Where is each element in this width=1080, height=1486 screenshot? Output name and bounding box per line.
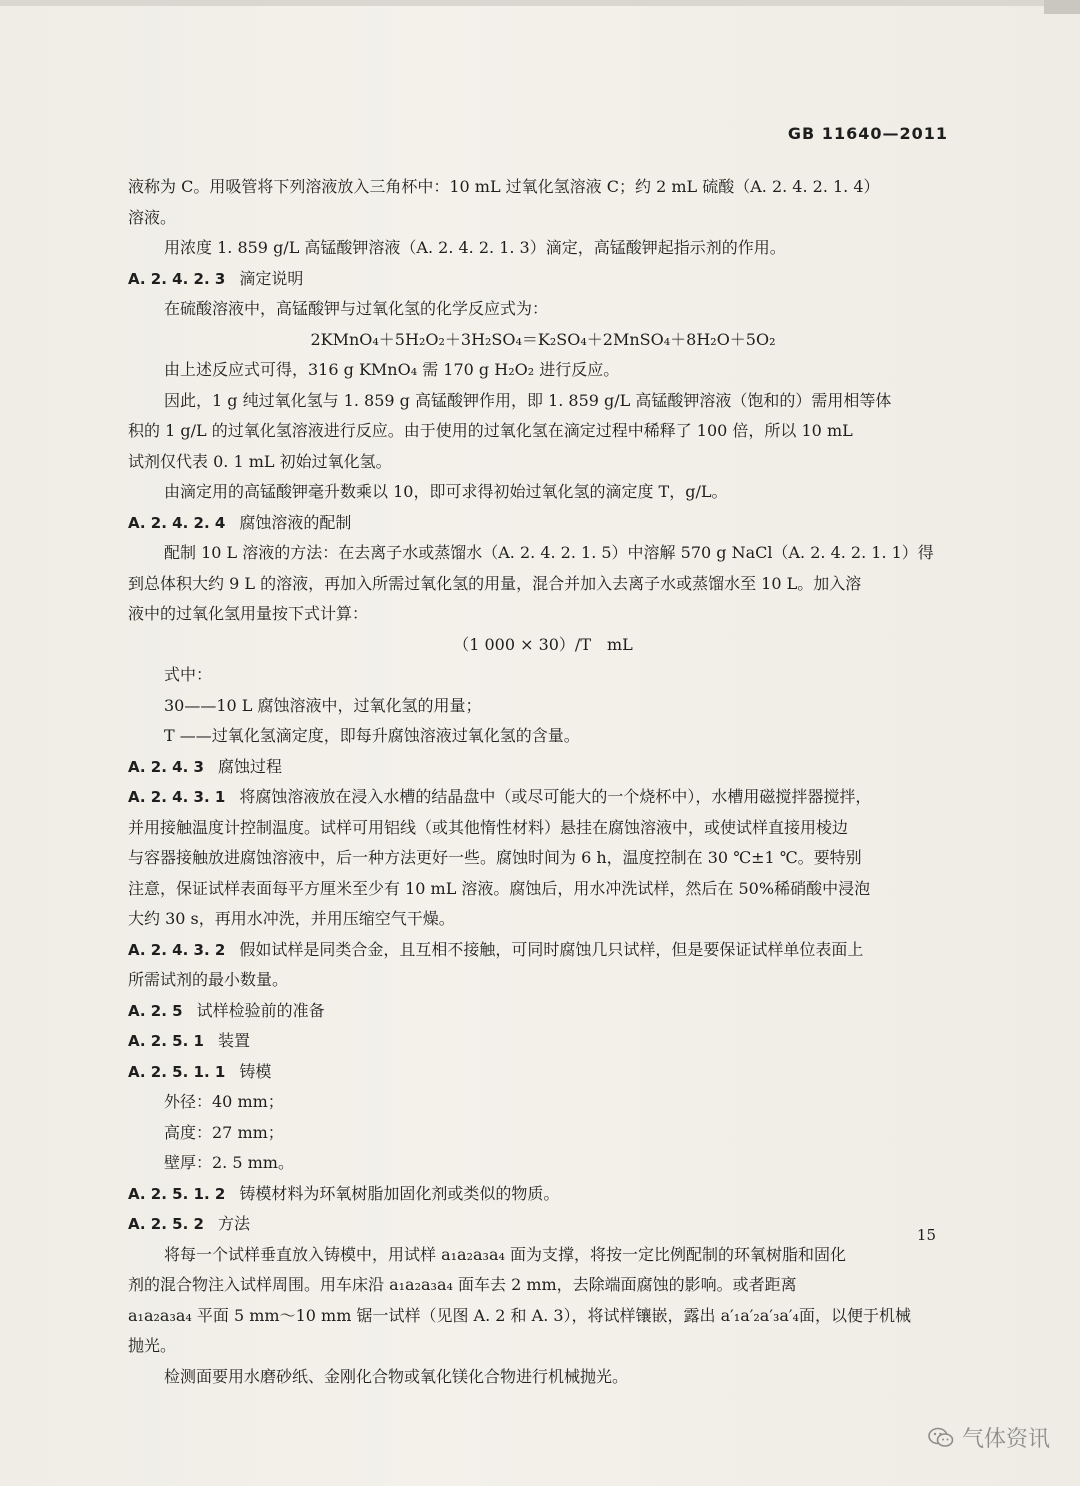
section-title: 滴定说明 — [239, 268, 304, 288]
text-line: 液称为 C。用吸管将下列溶液放入三角杯中：10 mL 过氧化氢溶液 C；约 2 mL 硫酸（A. 2. 4. 2. 1. 4） — [128, 177, 880, 196]
page-top-edge — [0, 0, 1080, 6]
page-number: 15 — [916, 1226, 936, 1244]
text-line: 大约 30 s，再用水冲洗，并用压缩空气干燥。 — [128, 909, 455, 928]
text-line: 所需试剂的最小数量。 — [128, 970, 289, 989]
text-line: 壁厚：2. 5 mm。 — [164, 1153, 294, 1172]
text-line: 30——10 L 腐蚀溶液中，过氧化氢的用量； — [164, 695, 482, 715]
text-line: 注意，保证试样表面每平方厘米至少有 10 mL 溶液。腐蚀后，用水冲洗试样，然后在 50%稀硝酸中浸泡 — [128, 878, 871, 898]
document-body — [128, 172, 958, 1392]
text-line: 用浓度 1. 859 g/L 高锰酸钾溶液（A. 2. 4. 2. 1. 3）滴定，高锰酸钾起指示剂的作用。 — [164, 238, 786, 257]
text-line: 在硫酸溶液中，高锰酸钾与过氧化氢的化学反应式为： — [164, 299, 549, 318]
section-heading — [128, 1026, 958, 1057]
watermark-text: 气体资讯 — [961, 1427, 1050, 1452]
section-title: 铸模材料为环氧树脂加固化剂或类似的物质。 — [239, 1183, 560, 1203]
page-corner — [1044, 0, 1080, 14]
equation: （1 000 × 30）/T mL — [453, 634, 633, 654]
section-title: 装置 — [217, 1031, 250, 1050]
section-title: 试样检验前的准备 — [196, 1000, 325, 1020]
text-line: 积的 1 g/L 的过氧化氢溶液进行反应。由于使用的过氧化氢在滴定过程中稀释了 100 倍，所以 10 mL — [128, 421, 853, 440]
text-line: 外径：40 mm； — [164, 1092, 284, 1111]
section-number: A. 2. 5. 2 — [128, 1215, 204, 1233]
text-line: 与容器接触放进腐蚀溶液中，后一种方法更好一些。腐蚀时间为 6 h，温度控制在 30 ℃±1 ℃。要特别 — [128, 848, 862, 867]
standard-code-header: GB 11640—2011 — [787, 124, 948, 143]
text-line: a₁a₂a₃a₄ 平面 5 mm～10 mm 锯一试样（见图 A. 2 和 A. 3），将试样镶嵌，露出 a′₁a′₂a′₃a′₄面，以便于机械 — [128, 1305, 911, 1325]
section-heading — [128, 1057, 958, 1088]
section-heading — [128, 1209, 958, 1240]
text-line: 试剂仅代表 0. 1 mL 初始过氧化氢。 — [128, 451, 392, 471]
section-number: A. 2. 5. 1 — [128, 1032, 204, 1050]
section-heading — [128, 996, 958, 1027]
section-heading — [128, 752, 958, 783]
text-line: 将每一个试样垂直放入铸模中，用试样 a₁a₂a₃a₄ 面为支撑，将按一定比例配制的环氧树脂和固化 — [164, 1244, 846, 1264]
section-title: 腐蚀过程 — [217, 756, 282, 776]
section-number: A. 2. 5. 1. 1 — [128, 1062, 226, 1081]
section-number: A. 2. 5. 1. 2 — [128, 1184, 226, 1203]
section-heading — [128, 264, 958, 295]
text-line: 高度：27 mm； — [164, 1122, 284, 1142]
text-line: 配制 10 L 溶液的方法：在去离子水或蒸馏水（A. 2. 4. 2. 1. 5）中溶解 570 g NaCl（A. 2. 4. 2. 1. 1）得 — [164, 543, 934, 562]
section-heading — [128, 935, 958, 966]
text-line: 液中的过氧化氢用量按下式计算： — [128, 604, 369, 623]
text-line: 剂的混合物注入试样周围。用车床沿 a₁a₂a₃a₄ 面车去 2 mm，去除端面腐蚀的影响。或者距离 — [128, 1275, 797, 1294]
text-line: 抛光。 — [128, 1336, 177, 1355]
section-number: A. 2. 4. 3. 1 — [128, 788, 226, 806]
text-line: T ——过氧化氢滴定度，即每升腐蚀溶液过氧化氢的含量。 — [164, 726, 580, 745]
section-number: A. 2. 4. 2. 3 — [128, 269, 226, 288]
text-line: 到总体积大约 9 L 的溶液，再加入所需过氧化氢的用量，混合并加入去离子水或蒸馏水至 10 L。加入溶 — [128, 573, 862, 593]
section-title: 将腐蚀溶液放在浸入水槽的结晶盘中（或尽可能大的一个烧杯中），水槽用磁搅拌器搅拌， — [239, 787, 872, 806]
section-title: 铸模 — [239, 1061, 272, 1081]
section-number: A. 2. 5 — [128, 1001, 183, 1020]
section-title: 方法 — [217, 1214, 250, 1233]
section-title: 假如试样是同类合金，且互相不接触，可同时腐蚀几只试样，但是要保证试样单位表面上 — [239, 939, 864, 959]
equation: 2KMnO₄＋5H₂O₂＋3H₂SO₄＝K₂SO₄＋2MnSO₄＋8H₂O＋5O₂ — [310, 329, 776, 349]
section-number: A. 2. 4. 2. 4 — [128, 513, 226, 532]
text-line: 式中： — [164, 665, 213, 684]
text-line: 溶液。 — [128, 207, 177, 227]
section-number: A. 2. 4. 3 — [128, 757, 204, 776]
section-number: A. 2. 4. 3. 2 — [128, 940, 226, 959]
wechat-icon — [928, 1427, 954, 1449]
text-line: 因此，1 g 纯过氧化氢与 1. 859 g 高锰酸钾作用，即 1. 859 g/L 高锰酸钾溶液（饱和的）需用相等体 — [164, 390, 892, 410]
text-line: 由滴定用的高锰酸钾毫升数乘以 10，即可求得初始过氧化氢的滴定度 T，g/L。 — [164, 482, 728, 501]
section-title: 腐蚀溶液的配制 — [239, 512, 352, 532]
text-line: 检测面要用水磨砂纸、金刚化合物或氧化镁化合物进行机械抛光。 — [164, 1366, 629, 1386]
watermark — [928, 1422, 1050, 1453]
text-line: 由上述反应式可得，316 g KMnO₄ 需 170 g H₂O₂ 进行反应。 — [164, 360, 620, 379]
section-heading — [128, 782, 958, 813]
section-heading — [128, 1179, 958, 1210]
text-line: 并用接触温度计控制温度。试样可用铝线（或其他惰性材料）悬挂在腐蚀溶液中，或使试样直接用棱边 — [128, 817, 849, 837]
section-heading — [128, 508, 958, 539]
